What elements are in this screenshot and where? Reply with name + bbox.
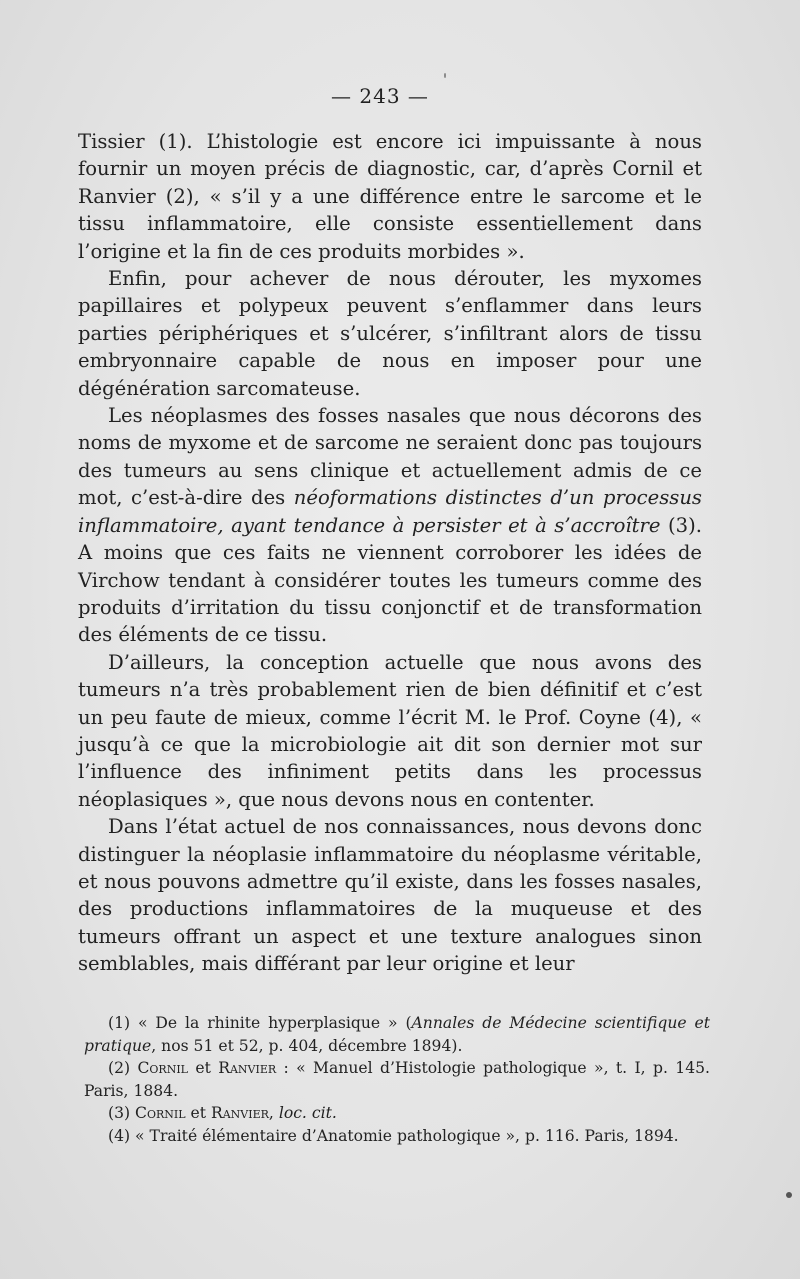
footnote-3-loc-cit: loc. cit. [278, 1104, 337, 1123]
footnote-3-author-2: Ranvier [210, 1104, 269, 1123]
page-number: — 243 — [331, 84, 429, 108]
paragraph-3-italic: néoformations distinctes d’un processus inflammatoire, ayant tendance à persister et à s’accroître [78, 486, 702, 537]
footnote-3 [84, 1102, 710, 1125]
footnote-2-reference: : « Manuel d’Histologie pathologique », t. I, p. 145. Paris, 1884. [84, 1059, 710, 1100]
paragraph-3-text-start: Les néoplasmes des fosses nasales que nous décorons des noms de myxome et de sarcome ne seraient donc pas toujours des tumeurs au sens clinique et actuellement admis de ce mot, c’est-à-dire des [78, 404, 702, 510]
footnote-3-author-1: Cornil [135, 1104, 186, 1123]
paragraph-2: Enfin, pour achever de nous dérouter, les myxomes papillaires et polypeux peuvent s’enflammer dans leurs parties périphériques et s’ulcérer, s’infiltrant alors de tissu embryonnaire capable de nous en imposer pour une dégénération sarcomateuse. [78, 267, 702, 400]
footnote-2-number: (2) [108, 1059, 138, 1078]
footnote-1 [84, 1012, 710, 1057]
paragraph-3-text-end: (3). A moins que ces faits ne viennent corroborer les idées de Virchow tendant à considérer toutes les tumeurs comme des produits d’irritation du tissu conjonctif et de transformation des éléments de ce tissu. [78, 513, 702, 647]
footnotes [84, 1012, 710, 1148]
footnote-3-separator: , [268, 1104, 279, 1123]
paragraph-5: Dans l’état actuel de nos connaissances, nous devons donc distinguer la néoplasie inflammatoire du néoplasme véritable, et nous pouvons admettre qu’il existe, dans les fosses nasales, des productions inflammatoires de la muqueuse et des tumeurs offrant un aspect et une texture analogues sinon semblables, mais différant par leur origine et leur [78, 815, 702, 976]
paper-speck [786, 1192, 792, 1198]
footnote-1-start: (1) « De la rhinite hyperplasique » ( [108, 1014, 412, 1032]
footnote-3-and: et [185, 1104, 211, 1123]
footnote-1-journal: Annales de Médecine scientifique et pratique [84, 1014, 710, 1055]
footnote-2-author-2: Ranvier [218, 1059, 277, 1078]
footnote-1-end: , nos 51 et 52, p. 404, décembre 1894). [151, 1036, 463, 1055]
footnote-2-and: et [187, 1059, 219, 1078]
paragraph-1: Tissier (1). L’histologie est encore ici impuissante à nous fournir un moyen précis de diagnostic, car, d’après Cornil et Ranvier (2), « s’il y a une différence entre le sarcome et le tissu inflammatoire, elle consiste essentiellement dans l’origine et la fin de ces produits morbides ». [78, 130, 702, 263]
footnote-3-number: (3) [108, 1104, 136, 1123]
paragraph-3 [78, 402, 702, 649]
paragraph-4: D’ailleurs, la conception actuelle que nous avons des tumeurs n’a très probablement rien de bien définitif et c’est un peu faute de mieux, comme l’écrit M. le Prof. Coyne (4), « jusqu’à ce que la microbiologie ait dit son dernier mot sur l’influence des infiniment petits dans les processus néoplasiques », que nous devons nous en contenter. [78, 650, 702, 811]
footnote-2-author-1: Cornil [137, 1059, 188, 1078]
footnote-4: (4) « Traité élémentaire d’Anatomie pathologique », p. 116. Paris, 1894. [108, 1126, 679, 1145]
paper-speck [444, 73, 446, 78]
body-text [78, 128, 702, 978]
footnote-2 [84, 1057, 710, 1102]
